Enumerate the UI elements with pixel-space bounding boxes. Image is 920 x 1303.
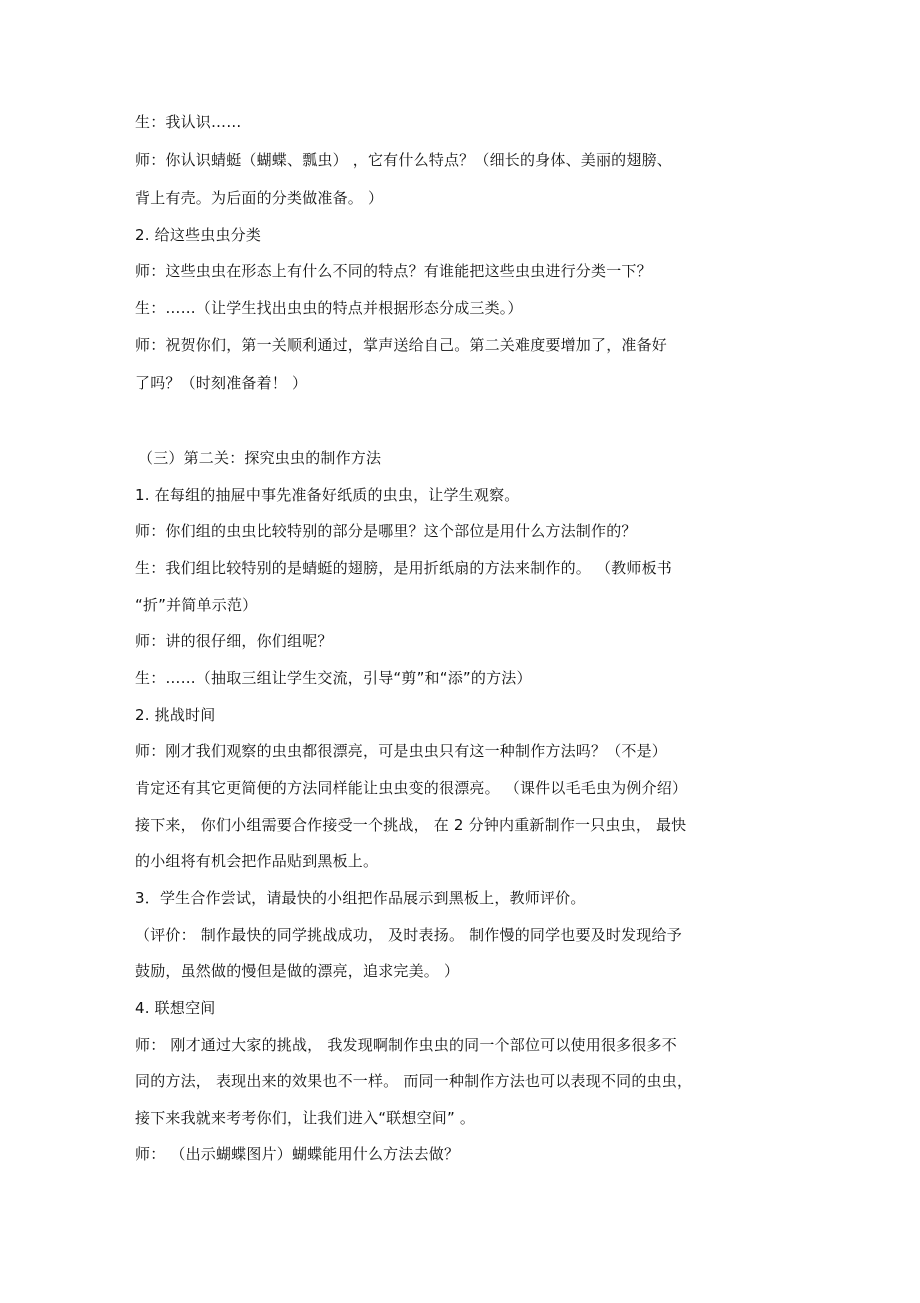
text-line: 背上有壳。为后面的分类做准备。 ）: [135, 189, 384, 207]
text-line: 的小组将有机会把作品贴到黑板上。: [135, 852, 379, 870]
section-heading: 2. 给这些虫虫分类: [135, 226, 262, 244]
text-line: 师： 刚才通过大家的挑战， 我发现啊制作虫虫的同一个部位可以使用很多很多不: [135, 1036, 677, 1054]
section-heading: 4. 联想空间: [135, 999, 216, 1017]
text-line: 师：刚才我们观察的虫虫都很漂亮，可是虫虫只有这一种制作方法吗？（不是）: [135, 742, 668, 760]
text-line: 接下来， 你们小组需要合作接受一个挑战， 在 2 分钟内重新制作一只虫虫， 最快: [135, 816, 687, 834]
text-line: 师：祝贺你们，第一关顺利通过，掌声送给自己。第二关难度要增加了，准备好: [135, 336, 668, 354]
text-line: 生：……（抽取三组让学生交流，引导“剪”和“添”的方法）: [135, 669, 532, 687]
text-line: 生：我认识……: [135, 113, 242, 131]
section-heading: （三）第二关：探究虫虫的制作方法: [138, 449, 382, 467]
section-heading: 2. 挑战时间: [135, 706, 216, 724]
text-line: （评价： 制作最快的同学挑战成功， 及时表扬。 制作慢的同学也要及时发现给予: [135, 926, 682, 944]
text-line: 了吗？（时刻准备着！ ）: [135, 374, 308, 392]
text-line: 师：这些虫虫在形态上有什么不同的特点？有谁能把这些虫虫进行分类一下？: [135, 262, 652, 280]
text-line: 同的方法， 表现出来的效果也不一样。 而同一种制作方法也可以表现不同的虫虫，: [135, 1072, 693, 1090]
text-line: 鼓励，虽然做的慢但是做的漂亮，追求完美。 ）: [135, 962, 460, 980]
text-line: 生：我们组比较特别的是蜻蜓的翅膀，是用折纸扇的方法来制作的。 （教师板书: [135, 559, 672, 577]
section-heading: 3．学生合作尝试，请最快的小组把作品展示到黑板上，教师评价。: [135, 889, 586, 907]
text-line: 师： （出示蝴蝶图片）蝴蝶能用什么方法去做？: [135, 1145, 460, 1163]
text-line: “折”并简单示范）: [135, 596, 258, 614]
text-line: 接下来我就来考考你们，让我们进入“联想空间” 。: [135, 1109, 476, 1127]
text-line: 生：……（让学生找出虫虫的特点并根据形态分成三类。）: [135, 299, 523, 317]
text-line: 师：你认识蜻蜓（蝴蝶、瓢虫） ，它有什么特点？（细长的身体、美丽的翅膀、: [135, 151, 672, 169]
text-line: 肯定还有其它更简便的方法同样能让虫虫变的很漂亮。 （课件以毛毛虫为例介绍）: [135, 779, 688, 797]
text-line: 师：你们组的虫虫比较特别的部分是哪里？这个部位是用什么方法制作的？: [135, 522, 637, 540]
section-heading: 1. 在每组的抽屉中事先准备好纸质的虫虫，让学生观察。: [135, 486, 520, 504]
text-line: 师：讲的很仔细，你们组呢？: [135, 632, 333, 650]
